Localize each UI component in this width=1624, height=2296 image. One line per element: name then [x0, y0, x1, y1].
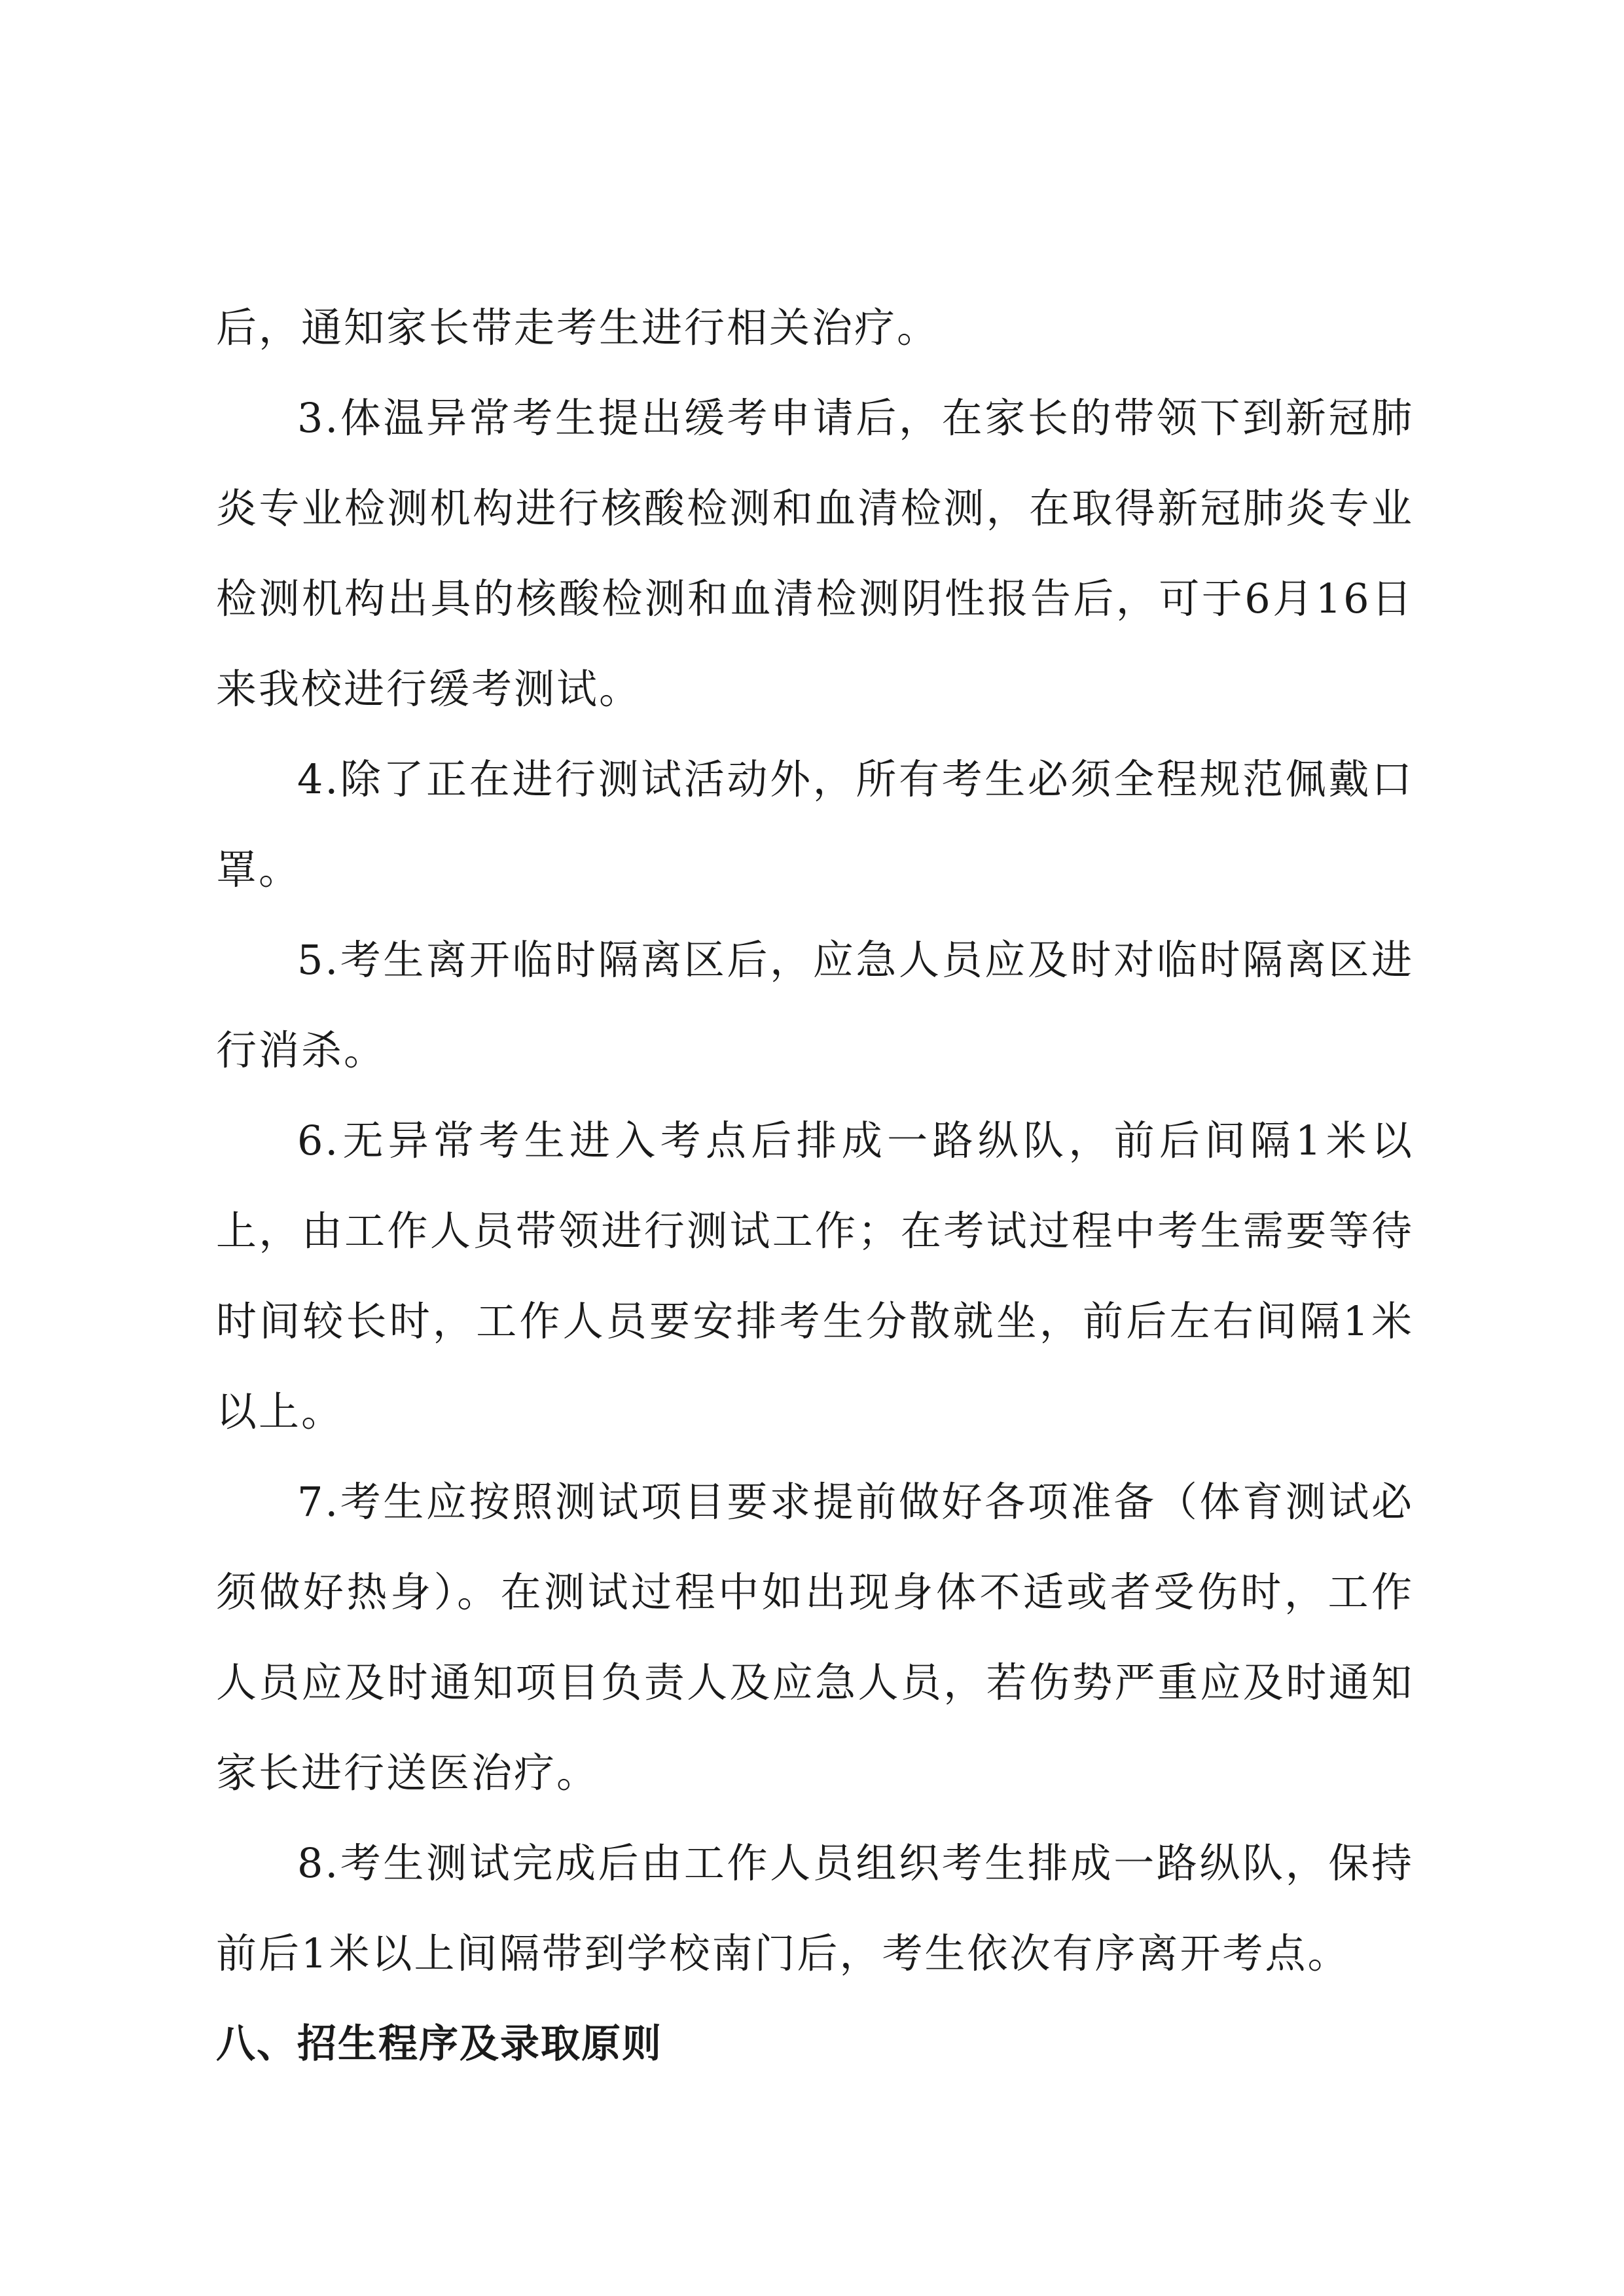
section-heading: 八、招生程序及录取原则	[216, 2021, 662, 2067]
document-body	[216, 283, 1414, 2089]
paragraph-item-6: 6.无异常考生进入考点后排成一路纵队，前后间隔1米以上，由工作人员带领进行测试工作；在考试过程中考生需要等待时间较长时，工作人员要安排考生分散就坐，前后左右间隔1米以上。	[216, 1117, 1414, 1435]
paragraph-item-3: 3.体温异常考生提出缓考申请后，在家长的带领下到新冠肺炎专业检测机构进行核酸检测和血清检测，在取得新冠肺炎专业检测机构出具的核酸检测和血清检测阴性报告后，可于6月16日来我校进行缓考测试。	[216, 394, 1414, 713]
paragraph-item-5: 5.考生离开临时隔离区后，应急人员应及时对临时隔离区进行消杀。	[216, 936, 1414, 1074]
paragraph-item-8: 8.考生测试完成后由工作人员组织考生排成一路纵队，保持前后1米以上间隔带到学校南门后，考生依次有序离开考点。	[216, 1839, 1414, 1977]
paragraph-item-7: 7.考生应按照测试项目要求提前做好各项准备（体育测试必须做好热身）。在测试过程中如出现身体不适或者受伤时，工作人员应及时通知项目负责人及应急人员，若伤势严重应及时通知家长进行送医治疗。	[216, 1478, 1414, 1797]
paragraph-continuation: 后，通知家长带走考生进行相关治疗。	[216, 304, 940, 351]
paragraph-item-4: 4.除了正在进行测试活动外，所有考生必须全程规范佩戴口罩。	[216, 755, 1414, 893]
